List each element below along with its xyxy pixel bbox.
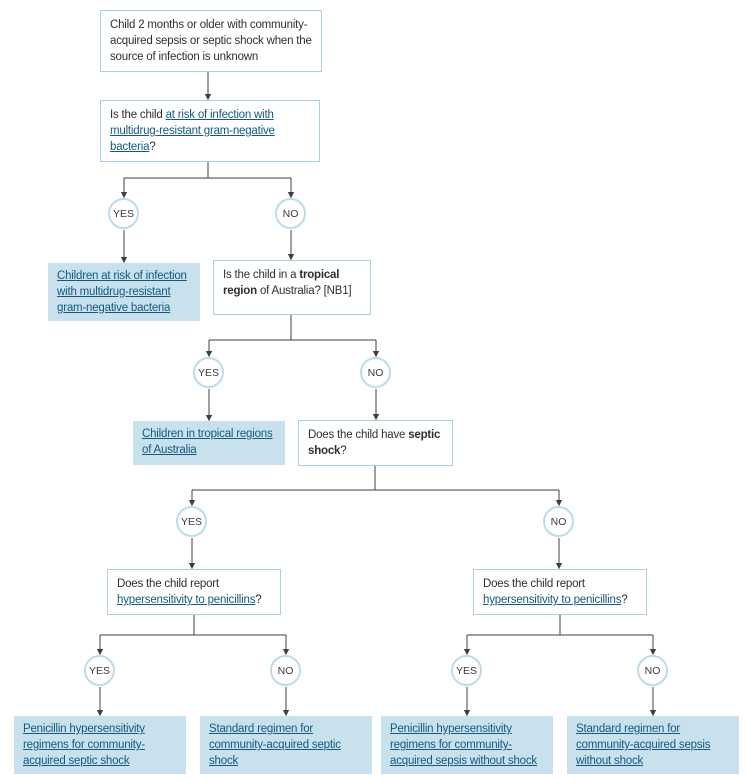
question-text: ? [149,141,156,153]
no-label: NO [367,366,384,379]
decision-badge-yes [451,655,482,686]
question-text: Does the child report [117,578,219,590]
standard-sepsis-noshock-link[interactable]: Standard regimen for community-acquired sepsis without shock [576,723,711,767]
no-label: NO [550,515,567,528]
question-bold-text: septic shock [308,429,441,457]
decision-badge-yes [176,506,207,537]
penicillin-hypersensitivity-link[interactable]: hypersensitivity to penicillins [483,594,622,606]
question-text: of Australia? [NB1] [256,285,352,297]
question-bold-text: tropical region [223,269,340,297]
tropical-children-link[interactable]: Children in tropical regions of Australia [142,428,273,456]
decision-badge-yes [84,655,115,686]
penicillin-septic-shock-link[interactable]: Penicillin hypersensitivity regimens for community-acquired septic shock [23,723,145,767]
question-text: ? [340,445,347,457]
penicillin-sepsis-noshock-link[interactable]: Penicillin hypersensitivity regimens for community-acquired sepsis without shock [390,723,537,767]
decision-badge-no [270,655,301,686]
question-text: Is the child in a [223,269,300,281]
node-result-mdr-children [48,263,200,321]
mdr-risk-link[interactable]: at risk of infection with multidrug-resistant gram-negative bacteria [110,109,275,153]
node-question-penicillin-shock [107,569,281,615]
yes-label: YES [88,664,110,677]
node-result-standard-sepsis-noshock [567,716,739,774]
decision-badge-yes [193,357,224,388]
node-result-penicillin-septic-shock [14,716,186,774]
decision-badge-yes [108,198,139,229]
node-question-tropical [213,260,371,315]
node-question-septic-shock [298,420,453,466]
node-start [100,10,322,72]
no-label: NO [282,207,299,220]
mdr-children-link[interactable]: Children at risk of infection with multidrug-resistant gram-negative bacteria [57,270,187,314]
decision-badge-no [543,506,574,537]
decision-badge-no [360,357,391,388]
question-text: Is the child [110,109,166,121]
yes-label: YES [197,366,219,379]
no-label: NO [644,664,661,677]
no-label: NO [277,664,294,677]
decision-badge-no [275,198,306,229]
start-text: Child 2 months or older with community-acquired sepsis or septic shock when the source of infection is unknown [110,19,312,63]
yes-label: YES [112,207,134,220]
question-text: ? [621,594,628,606]
question-text: ? [255,594,262,606]
question-text: Does the child report [483,578,585,590]
penicillin-hypersensitivity-link[interactable]: hypersensitivity to penicillins [117,594,256,606]
yes-label: YES [180,515,202,528]
question-text: Does the child have [308,429,409,441]
node-question-penicillin-noshock [473,569,647,615]
standard-septic-shock-link[interactable]: Standard regimen for community-acquired septic shock [209,723,341,767]
node-question-mdr-risk [100,100,320,162]
decision-badge-no [637,655,668,686]
node-result-penicillin-sepsis-noshock [381,716,553,774]
node-result-tropical-children [133,421,285,465]
node-result-standard-septic-shock [200,716,372,774]
yes-label: YES [455,664,477,677]
